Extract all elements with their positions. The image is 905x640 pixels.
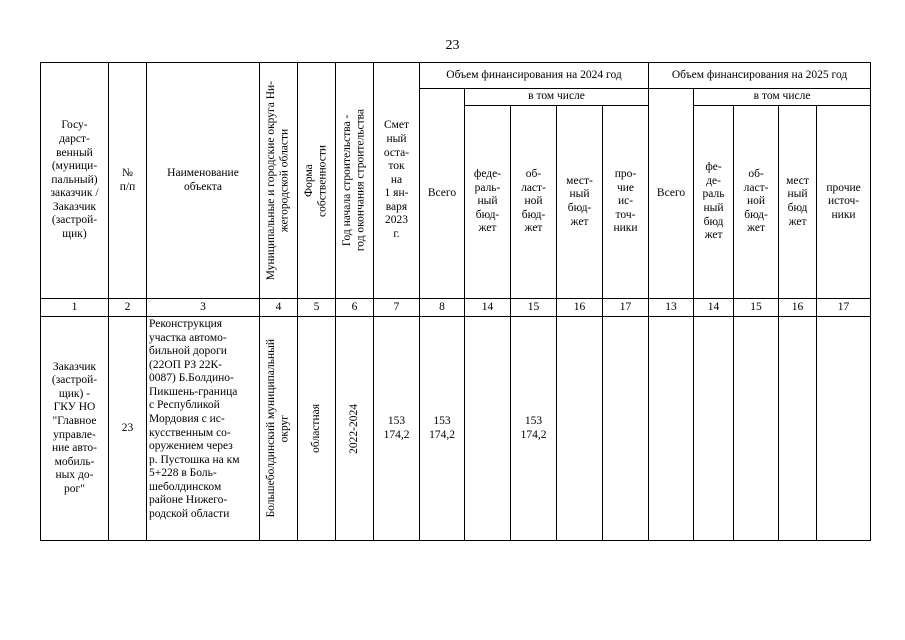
row-years (336, 317, 374, 541)
header-including-2024: в том числе (465, 89, 649, 106)
column-number: 4 (260, 299, 298, 317)
header-object-name: Наименование объекта (147, 63, 260, 299)
row-ownership (298, 317, 336, 541)
header-other-2025: прочие источ- ники (817, 106, 871, 299)
column-number: 15 (734, 299, 779, 317)
header-including-2025: в том числе (694, 89, 871, 106)
row-municipality-text: Большеболдинский муниципальный округ (264, 339, 291, 518)
header-municipality (260, 63, 298, 299)
header-number: № п/п (109, 63, 147, 299)
page-number: 23 (445, 38, 460, 53)
header-regional-2025: об- ласт- ной бюд- жет (734, 106, 779, 299)
header-federal-2025: фе- де- раль ный бюд жет (694, 106, 734, 299)
header-ownership (298, 63, 336, 299)
column-number: 3 (147, 299, 260, 317)
table-row (41, 317, 871, 541)
column-number: 17 (603, 299, 649, 317)
row-estimate-balance: 153 174,2 (374, 317, 420, 541)
header-municipality-text: Муниципальные и городские округа Ни- жегородской области (264, 80, 291, 281)
header-total-2024: Всего (420, 89, 465, 299)
row-other-2024 (603, 317, 649, 541)
header-other-2024: про- чие ис- точ- ники (603, 106, 649, 299)
row-customer: Заказчик (застрой- щик) - ГКУ НО "Главное управле- ние авто- мобиль- ных до- рог" (41, 317, 109, 541)
column-number: 14 (694, 299, 734, 317)
header-years (336, 63, 374, 299)
header-customer: Госу- дарст- венный (муници- пальный) заказчик / Заказчик (застрой- щик) (41, 63, 109, 299)
column-number: 1 (41, 299, 109, 317)
column-number: 16 (557, 299, 603, 317)
row-other-2025 (817, 317, 871, 541)
header-total-2025: Всего (649, 89, 694, 299)
header-regional-2024: об- ласт- ной бюд- жет (511, 106, 557, 299)
row-local-2024 (557, 317, 603, 541)
row-number: 23 (109, 317, 147, 541)
row-total-2025 (649, 317, 694, 541)
row-federal-2025 (694, 317, 734, 541)
header-estimate-balance: Смет ный оста- ток на 1 ян- варя 2023 г. (374, 63, 420, 299)
header-funding-2025: Объем финансирования на 2025 год (649, 63, 871, 89)
header-ownership-text: Форма собственности (302, 144, 329, 217)
column-number: 6 (336, 299, 374, 317)
row-municipality (260, 317, 298, 541)
construction-funding-table (40, 62, 871, 541)
row-ownership-text: областная (309, 404, 322, 453)
row-regional-2024: 153 174,2 (511, 317, 557, 541)
column-number: 14 (465, 299, 511, 317)
row-local-2025 (779, 317, 817, 541)
column-number: 5 (298, 299, 336, 317)
column-number: 17 (817, 299, 871, 317)
header-funding-2024: Объем финансирования на 2024 год (420, 63, 649, 89)
column-number: 16 (779, 299, 817, 317)
column-number: 2 (109, 299, 147, 317)
header-federal-2024: феде- раль- ный бюд- жет (465, 106, 511, 299)
row-years-text: 2022-2024 (347, 403, 360, 454)
header-years-text: Год начала строительства - год окончания строительства (340, 109, 367, 252)
row-regional-2025 (734, 317, 779, 541)
column-number: 13 (649, 299, 694, 317)
header-local-2024: мест- ный бюд- жет (557, 106, 603, 299)
row-object-name: Реконструкция участка автомо- бильной дороги (22ОП РЗ 22К- 0087) Б.Болдино- Пикшень-граница с Республикой Мордовия с ис- кусственным со- оружением через р. Пустошка на км 5+228 в Боль- шеболдинском районе Нижего- родской области (147, 317, 260, 541)
row-federal-2024 (465, 317, 511, 541)
column-number-row (41, 299, 871, 317)
row-total-2024: 153 174,2 (420, 317, 465, 541)
column-number: 7 (374, 299, 420, 317)
header-local-2025: мест ный бюд жет (779, 106, 817, 299)
column-number: 15 (511, 299, 557, 317)
column-number: 8 (420, 299, 465, 317)
